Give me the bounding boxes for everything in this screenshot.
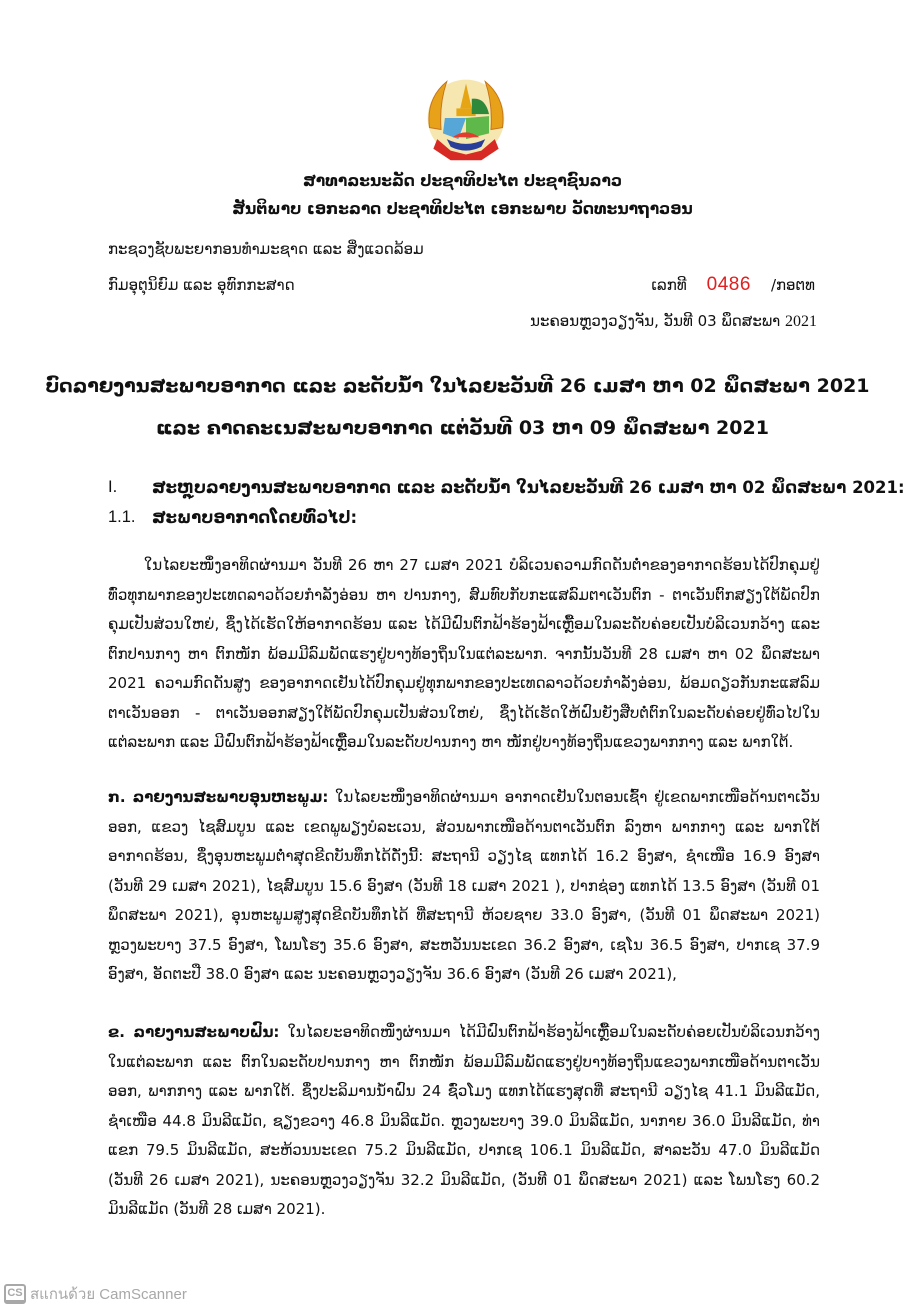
date-year: 2021 xyxy=(785,313,817,330)
reference-label: ເລກທີ xyxy=(651,276,687,294)
place-date-text: ນະຄອນຫຼວງວຽງຈັນ, ວັນທີ 03 ພຶດສະພາ xyxy=(530,312,781,330)
section-1-1-title: ສະພາບອາກາດໂດຍທົ່ວໄປ: xyxy=(152,508,358,527)
temperature-report-paragraph xyxy=(108,783,820,990)
department-name: ກົມອຸຕຸນິຍົມ ແລະ ອຸທົກກະສາດ xyxy=(108,276,295,294)
section-1-1-number: 1.1. xyxy=(108,508,136,526)
reference-number-value: 0486 xyxy=(706,274,751,295)
camscanner-watermark xyxy=(4,1282,187,1306)
section-1-title: ສະຫຼຸບລາຍງານສະພາບອາກາດ ແລະ ລະດັບນ້ຳ ໃນໄລຍະວັນທີ 26 ເມສາ ຫາ 02 ພຶດສະພາ 2021: xyxy=(152,478,905,497)
general-weather-paragraph: ໃນໄລຍະໜຶ່ງອາທິດຜ່ານມາ ວັນທີ 26 ຫາ 27 ເມສາ 2021 ບໍລິເວນຄວາມກົດດັນຕ່ຳຂອງອາກາດຮ້ອນໄດ້ປົກຄຸມຢູ່ທົ່ວທຸກພາກຂອງປະເທດລາວດ້ວຍກຳລັງອ່ອນ ຫາ ປານກາງ, ສົມທົບກັບກະແສລົມຕາເວັນຕົກ - ຕາເວັນຕົກສຽງໃຕ້ພັດປົກຄຸມເປັນສ່ວນໃຫຍ່, ຊຶ່ງໄດ້ເຮັດໃຫ້ອາກາດຮ້ອນ ແລະ ໄດ້ມີຝົນຕົກຟ້າຮ້ອງຟ້າເຫຼື້ອມໃນລະດັບຄ່ອຍເປັນບໍລິເວນກວ້າງ ແລະ ຕົກປານກາງ ຫາ ຕົກໜັກ ພ້ອມມີລົມພັດແຮງຢູ່ບາງທ້ອງຖິ່ນໃນແຕ່ລະພາກ. ຈາກນັ້ນວັນທີ 28 ເມສາ ຫາ 02 ພຶດສະພາ 2021 ຄວາມກົດດັນສູງ ຂອງອາກາດເຢັນໄດ້ປົກຄຸມຢູ່ທຸກພາກຂອງປະເທດລາວດ້ວຍກຳລັງອ່ອນ, ພ້ອມດຽວກັນກະແສລົມຕາເວັນອອກ - ຕາເວັນອອກສຽງໃຕ້ພັດປົກຄຸມເປັນສ່ວນໃຫຍ່, ຊຶ່ງໄດ້ເຮັດໃຫ້ຝົນຍັງສືບຕໍ່ຕົກໃນລະດັບຄ່ອຍຢູ່ທົ່ວໄປໃນແຕ່ລະພາກ ແລະ ມີຝົນຕົກຟ້າຮ້ອງຟ້າເຫຼື້ອມໃນລະດັບປານກາງ ຫາ ໜັກຢູ່ບາງທ້ອງຖິ່ນແຂວງພາກກາງ ແລະ ພາກໃຕ້. xyxy=(108,556,820,751)
document-title-line-2: ແລະ ຄາດຄະເນສະພາບອາກາດ ແຕ່ວັນທີ 03 ຫາ 09 ພຶດສະພາ 2021 xyxy=(156,417,769,439)
rainfall-report-body: ໃນໄລຍະອາທິດໜຶ່ງຜ່ານມາ ໄດ້ມີຝົນຕົກຟ້າຮ້ອງຟ້າເຫຼື້ອມໃນລະດັບຄ່ອຍເປັນບໍລິເວນກວ້າງໃນແຕ່ລະພາກ ແລະ ຕົກໃນລະດັບປານກາງ ຫາ ຕົກໜັກ ພ້ອມມີລົມພັດແຮງຢູ່ບາງທ້ອງຖິ່ນແຂວງພາກເໜືອດ້ານຕາເວັນອອກ, ພາກກາງ ແລະ ພາກໃຕ້. ຊຶ່ງປະລິມານນ້ຳຝົນ 24 ຊົ່ວໂມງ ແທກໄດ້ແຮງສຸດທີ່ ສະຖານີ ວຽງໄຊ 41.1 ມິນລີແມັດ, ຊຳເໜືອ 44.8 ມິນລີແມັດ, ຊຽງຂວາງ 46.8 ມິນລີແມັດ. ຫຼວງພະບາງ 39.0 ມິນລີແມັດ, ນາກາຍ 36.0 ມິນລີແມັດ, ທ່າແຂກ 79.5 ມິນລີແມັດ, ສະຫ້ວນນະເຂດ 75.2 ມິນລີແມັດ, ປາກເຊ 106.1 ມິນລີແມັດ, ສາລະວັນ 47.0 ມິນລີແມັດ (ວັນທີ 26 ເມສາ 2021), ນະຄອນຫຼວງວຽງຈັນ 32.2 ມິນລີແມັດ, (ວັນທີ 01 ພຶດສະພາ 2021) ແລະ ໂພນໂຮງ 60.2 ມິນລີແມັດ (ວັນທີ 28 ເມສາ 2021). xyxy=(108,1023,820,1218)
watermark-text: สแกนด้วย CamScanner xyxy=(30,1286,187,1303)
country-name: ສາທາລະນະລັດ ປະຊາທິປະໄຕ ປະຊາຊົນລາວ xyxy=(302,172,623,190)
section-1-number: I. xyxy=(108,478,118,496)
section-1-heading xyxy=(108,478,905,497)
section-1-1-heading xyxy=(108,508,357,527)
temperature-report-body: ໃນໄລຍະໜຶ່ງອາທິດຜ່ານມາ ອາກາດເຢັນໃນຕອນເຊົ້າ ຢູ່ເຂດພາກເໜືອດ້ານຕາເວັນອອກ, ແຂວງ ໄຊສົມບູນ ແລະ ເຂດພູພຽງບໍລະເວນ, ສ່ວນພາກເໜືອດ້ານຕາເວັນຕົກ ລົງຫາ ພາກກາງ ແລະ ພາກໃຕ້ອາກາດຮ້ອນ, ຊຶ່ງອຸນຫະພູມຕ່ຳສຸດຂີດບັນທຶກໄດ້ດັ່ງນີ້: ສະຖານີ ວຽງໄຊ ແທກໄດ້ 16.2 ອົງສາ, ຊຳເໜືອ 16.9 ອົງສາ (ວັນທີ 29 ເມສາ 2021), ໄຊສົມບູນ 15.6 ອົງສາ (ວັນທີ 18 ເມສາ 2021 ), ປາກຊ່ອງ ແທກໄດ້ 13.5 ອົງສາ (ວັນທີ 01 ພຶດສະພາ 2021), ອຸນຫະພູມສູງສຸດຂີດບັນທຶກໄດ້ ທີ່ສະຖານີ ຫ້ວຍຊາຍ 33.0 ອົງສາ, (ວັນທີ 01 ພຶດສະພາ 2021) ຫຼວງພະບາງ 37.5 ອົງສາ, ໂພນໂຮງ 35.6 ອົງສາ, ສະຫວັນນະເຂດ 36.2 ອົງສາ, ເຊໂນ 36.5 ອົງສາ, ປາກເຊ 37.9 ອົງສາ, ອັດຕະປື 38.0 ອົງສາ ແລະ ນະຄອນຫຼວງວຽງຈັນ 36.6 ອົງສາ (ວັນທີ 26 ເມສາ 2021), xyxy=(108,788,820,983)
rainfall-report-paragraph xyxy=(108,1018,820,1225)
reference-suffix: /ກອຕທ xyxy=(770,276,815,294)
camscanner-logo-icon: CS xyxy=(4,1284,26,1304)
national-motto: ສັນຕິພາບ ເອກະລາດ ປະຊາທິປະໄຕ ເອກະພາບ ວັດທະນາຖາວອນ xyxy=(232,200,693,218)
ministry-name: ກະຊວງຊັບພະຍາກອນທຳມະຊາດ ແລະ ສິ່ງແວດລ້ອມ xyxy=(108,240,424,258)
place-and-date xyxy=(530,312,817,331)
document-title-line-1: ບົດລາຍງານສະພາບອາກາດ ແລະ ລະດັບນ້ຳ ໃນໄລຍະວັນທີ 26 ເມສາ ຫາ 02 ພຶດສະພາ 2021 xyxy=(45,375,870,397)
rainfall-report-heading: ຂ. ລາຍງານສະພາບຝົນ: xyxy=(108,1023,280,1041)
reference-number xyxy=(651,274,815,296)
lao-national-emblem-icon xyxy=(418,70,514,166)
temperature-report-heading: ກ. ລາຍງານສະພາບອຸນຫະພູມ: xyxy=(108,788,329,806)
